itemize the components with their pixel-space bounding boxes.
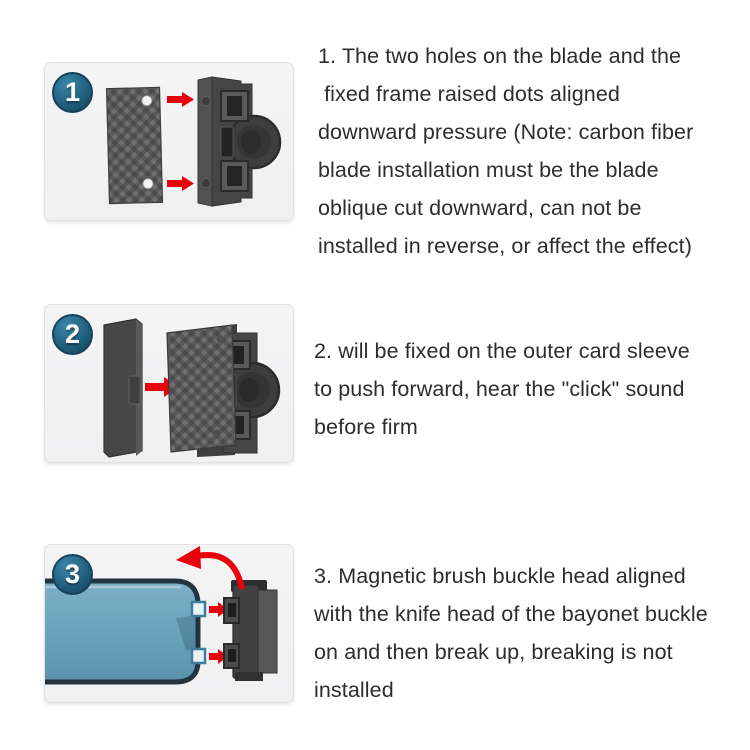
text-line: with the knife head of the bayonet buckle — [314, 602, 708, 626]
step-number-badge: 1 — [52, 72, 93, 113]
text-line: oblique cut downward, can not be — [318, 196, 642, 220]
outer-card-sleeve — [104, 319, 142, 457]
text-line: blade installation must be the blade — [318, 158, 659, 182]
text-line: 2. will be fixed on the outer card sleeve — [314, 339, 690, 363]
panel-dot-top — [217, 336, 224, 343]
blade-hole-bottom — [143, 179, 153, 189]
sleeve-latch — [129, 376, 140, 404]
step-1-text — [318, 37, 693, 265]
buckle-bottom-cap — [235, 672, 263, 681]
raised-dot-top — [202, 97, 211, 106]
brush-clip-top — [192, 602, 205, 616]
red-arrow-icon — [167, 92, 194, 107]
buckle-hook-top-hole — [228, 603, 236, 617]
step-number-badge: 3 — [52, 554, 93, 595]
frame-slot-bottom-hole — [227, 166, 242, 186]
fixed-frame — [198, 77, 280, 206]
blade-hole-top — [142, 96, 152, 106]
magnetic-brush-head — [45, 581, 205, 682]
buckle-side-face — [258, 590, 277, 673]
text-line: fixed frame raised dots aligned — [318, 82, 620, 106]
brush-clip-bottom — [192, 649, 205, 663]
text-line: to push forward, hear the "click" sound — [314, 377, 685, 401]
buckle-hook-bottom-hole — [228, 649, 236, 662]
bayonet-buckle — [224, 580, 277, 681]
step-3-panel — [44, 544, 294, 703]
curved-arrow-head — [176, 546, 201, 569]
raised-dot-bottom — [202, 179, 211, 188]
text-line: before firm — [314, 415, 418, 439]
step-3-text — [314, 557, 708, 709]
text-line: 3. Magnetic brush buckle head aligned — [314, 564, 686, 588]
blade-body — [107, 87, 163, 203]
panel-dot-bottom — [214, 430, 221, 437]
text-line: on and then break up, breaking is not — [314, 640, 673, 664]
text-line: 1. The two holes on the blade and the — [318, 44, 682, 68]
brush-body — [45, 581, 198, 682]
red-arrow-icon — [167, 176, 194, 191]
frame-slot-middle — [221, 127, 233, 157]
text-line: installed in reverse, or affect the effect) — [318, 234, 692, 258]
step-2-panel — [44, 304, 294, 463]
frame-knob-hole — [239, 378, 259, 402]
text-line: installed — [314, 678, 394, 702]
carbon-fiber-panel — [167, 325, 236, 452]
text-line: downward pressure (Note: carbon fiber — [318, 120, 694, 144]
frame-with-carbon-blade — [167, 324, 279, 457]
step-2-text — [314, 332, 690, 446]
frame-knob-hole — [241, 130, 261, 154]
step-number-badge: 2 — [52, 314, 93, 355]
carbon-fiber-blade — [107, 87, 163, 203]
frame-slot-top-hole — [227, 96, 242, 116]
step-1-panel — [44, 62, 294, 221]
